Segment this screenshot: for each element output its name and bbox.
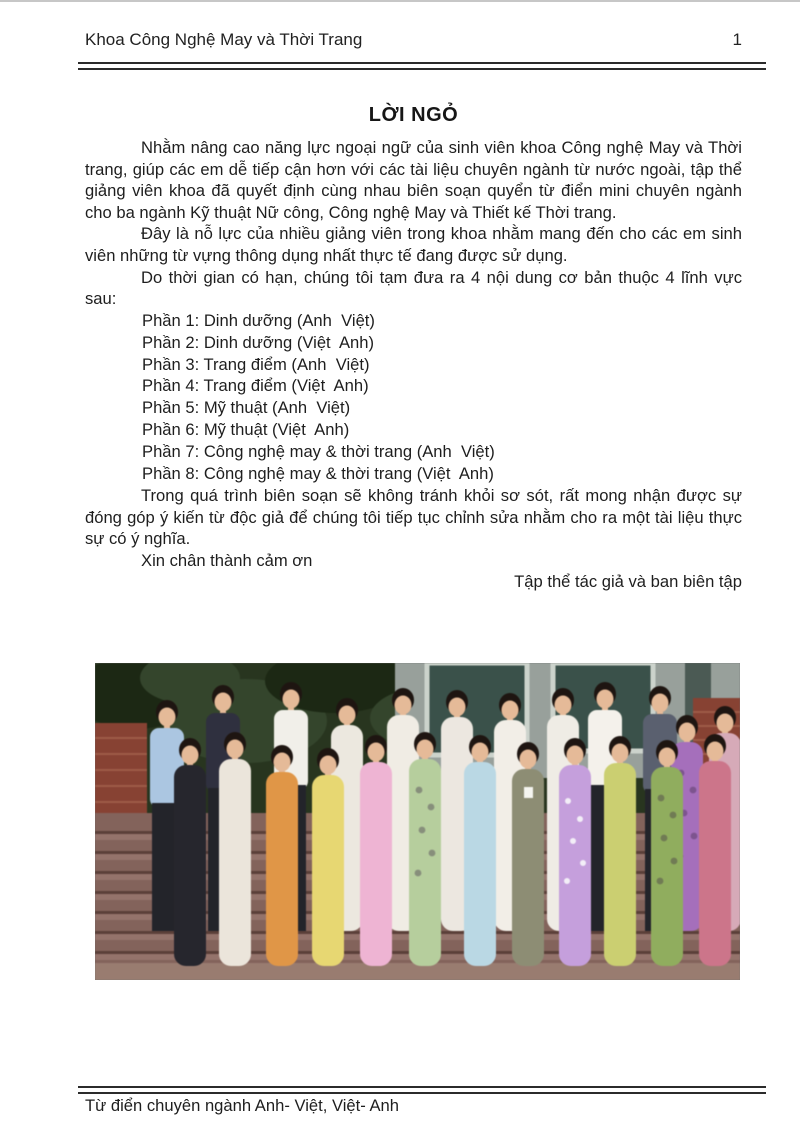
part-item-8: Phần 8: Công nghệ may & thời trang (Việt Anh) <box>142 464 494 484</box>
header-title: Khoa Công Nghệ May và Thời Trang <box>85 30 363 49</box>
byline: Tập thể tác giả và ban biên tập <box>514 572 742 592</box>
page-header <box>85 30 742 50</box>
parts-list <box>85 310 742 485</box>
footer-rule <box>78 1086 766 1094</box>
faculty-photo-canvas <box>95 663 740 980</box>
footer-text: Từ điển chuyên ngành Anh- Việt, Việt- Anh <box>85 1096 400 1115</box>
paragraph-intro: Nhằm nâng cao năng lực ngoại ngữ của sinh viên khoa Công nghệ May và Thời trang, giúp các em dễ tiếp cận hơn với các tài liệu chuyên ngành từ nước ngoài, tập thể giảng viên khoa đã quyết định cùng nhau biên soạn quyển từ điển mini chuyên ngành cho ba ngành Kỹ thuật Nữ công, Công nghệ May và Thiết kế Thời trang. <box>85 138 742 222</box>
part-item-2: Phần 2: Dinh dưỡng (Việt Anh) <box>142 332 375 352</box>
faculty-photo <box>95 663 740 980</box>
header-rule <box>78 62 766 70</box>
paragraph-scope: Do thời gian có hạn, chúng tôi tạm đưa ra 4 nội dung cơ bản thuộc 4 lĩnh vực sau: <box>85 267 742 309</box>
part-item-4: Phần 4: Trang điểm (Việt Anh) <box>142 376 369 396</box>
document-body <box>85 137 742 593</box>
paragraph-closing: Trong quá trình biên soạn sẽ không tránh khỏi sơ sót, rất mong nhận được sự đóng góp ý kiến từ độc giả để chúng tôi tiếp tục chỉnh sửa nhằm cho ra một tài liệu thực sự có ý nghĩa. <box>85 486 742 549</box>
part-item-7: Phần 7: Công nghệ may & thời trang (Anh Việt) <box>142 442 495 462</box>
part-item-5: Phần 5: Mỹ thuật (Anh Việt) <box>142 398 351 418</box>
part-item-1: Phần 1: Dinh dưỡng (Anh Việt) <box>142 310 375 330</box>
page-number: 1 <box>732 30 742 49</box>
part-item-3: Phần 3: Trang điểm (Anh Việt) <box>142 354 370 374</box>
part-item-6: Phần 6: Mỹ thuật (Việt Anh) <box>142 420 350 440</box>
scan-edge-artifact <box>0 0 800 2</box>
document-title: LỜI NGỎ <box>368 104 459 126</box>
paragraph-effort: Đây là nỗ lực của nhiều giảng viên trong khoa nhằm mang đến cho các em sinh viên những từ vựng thông dụng nhất thực tế đang được sử dụng. <box>85 224 742 265</box>
thanks-line: Xin chân thành cảm ơn <box>141 550 313 570</box>
